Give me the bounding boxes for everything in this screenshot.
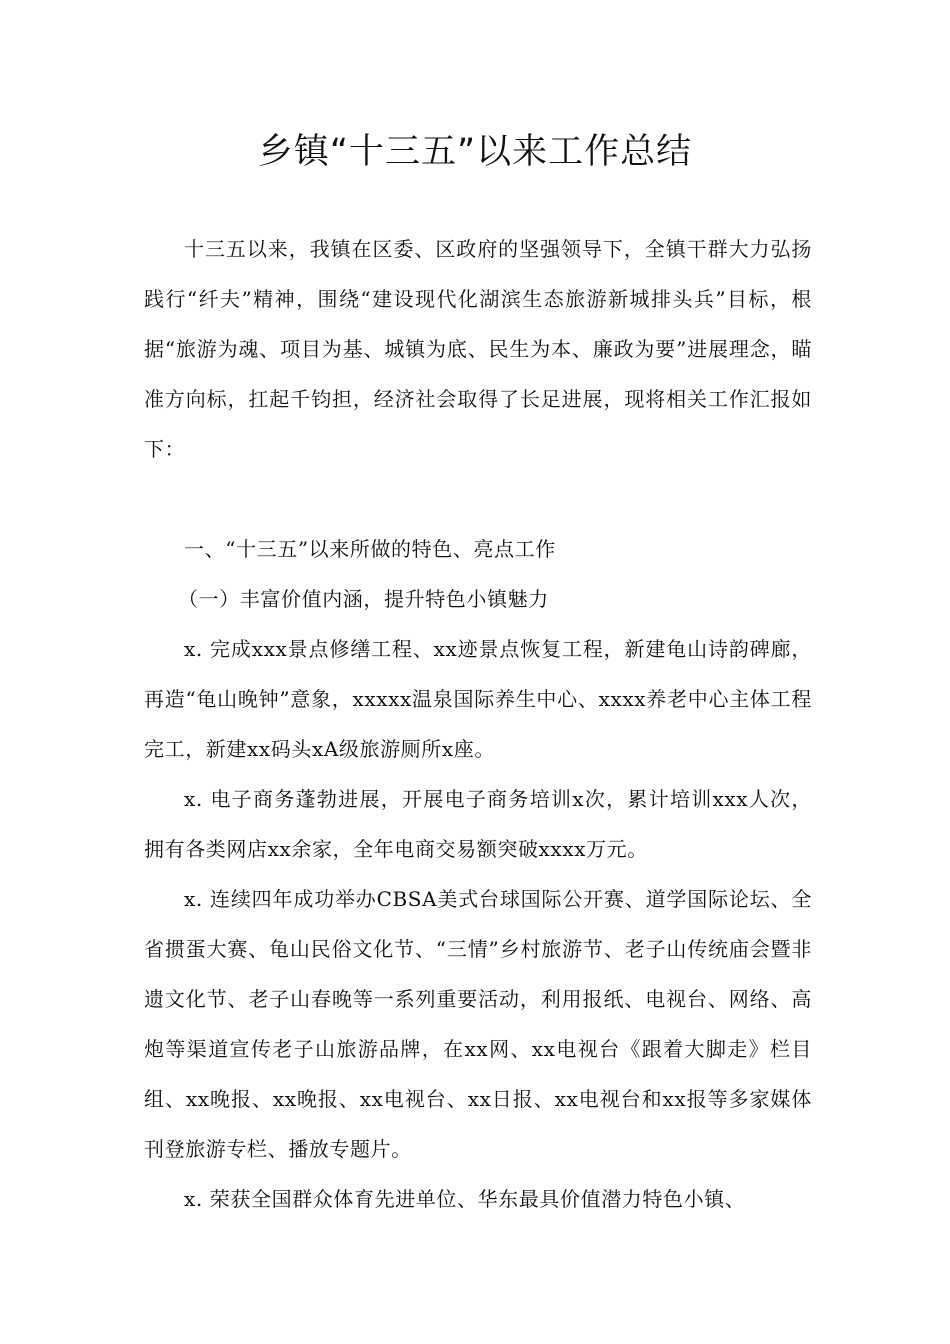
list-item: x. 完成xxx景点修缮工程、xx迹景点恢复工程，新建龟山诗韵碑廊，再造“龟山晚钟”意象，xxxxx温泉国际养生中心、xxxx养老中心主体工程完工，新建xx码头xA级旅游厕所x座。 xyxy=(144,637,812,761)
subsection-heading: （一）丰富价值内涵，提升特色小镇魅力 xyxy=(178,587,549,611)
section-heading: 一、“十三五”以来所做的特色、亮点工作 xyxy=(184,537,556,561)
list-item: x. 电子商务蓬勃进展，开展电子商务培训x次，累计培训xxx人次，拥有各类网店xx余家，全年电商交易额突破xxxx万元。 xyxy=(144,787,812,861)
intro-paragraph: 十三五以来，我镇在区委、区政府的坚强领导下，全镇干群大力弘扬践行“纤夫”精神，围绕“建设现代化湖滨生态旅游新城排头兵”目标，根据“旅游为魂、项目为基、城镇为底、民生为本、廉政为要”进展理念，瞄准方向标，扛起千钧担，经济社会取得了长足进展，现将相关工作汇报如下： xyxy=(144,237,812,461)
list-item: x. 荣获全国群众体育先进单位、华东最具价值潜力特色小镇、 xyxy=(184,1187,746,1211)
document-title: 乡镇“十三五”以来工作总结 xyxy=(257,132,693,172)
list-item: x. 连续四年成功举办CBSA美式台球国际公开赛、道学国际论坛、全省掼蛋大赛、龟山民俗文化节、“三情”乡村旅游节、老子山传统庙会暨非遗文化节、老子山春晚等一系列重要活动，利用报纸、电视台、网络、高炮等渠道宣传老子山旅游品牌，在xx网、xx电视台《跟着大脚走》栏目组、xx晚报、xx晚报、xx电视台、xx日报、xx电视台和xx报等多家媒体刊登旅游专栏、播放专题片。 xyxy=(144,887,812,1161)
